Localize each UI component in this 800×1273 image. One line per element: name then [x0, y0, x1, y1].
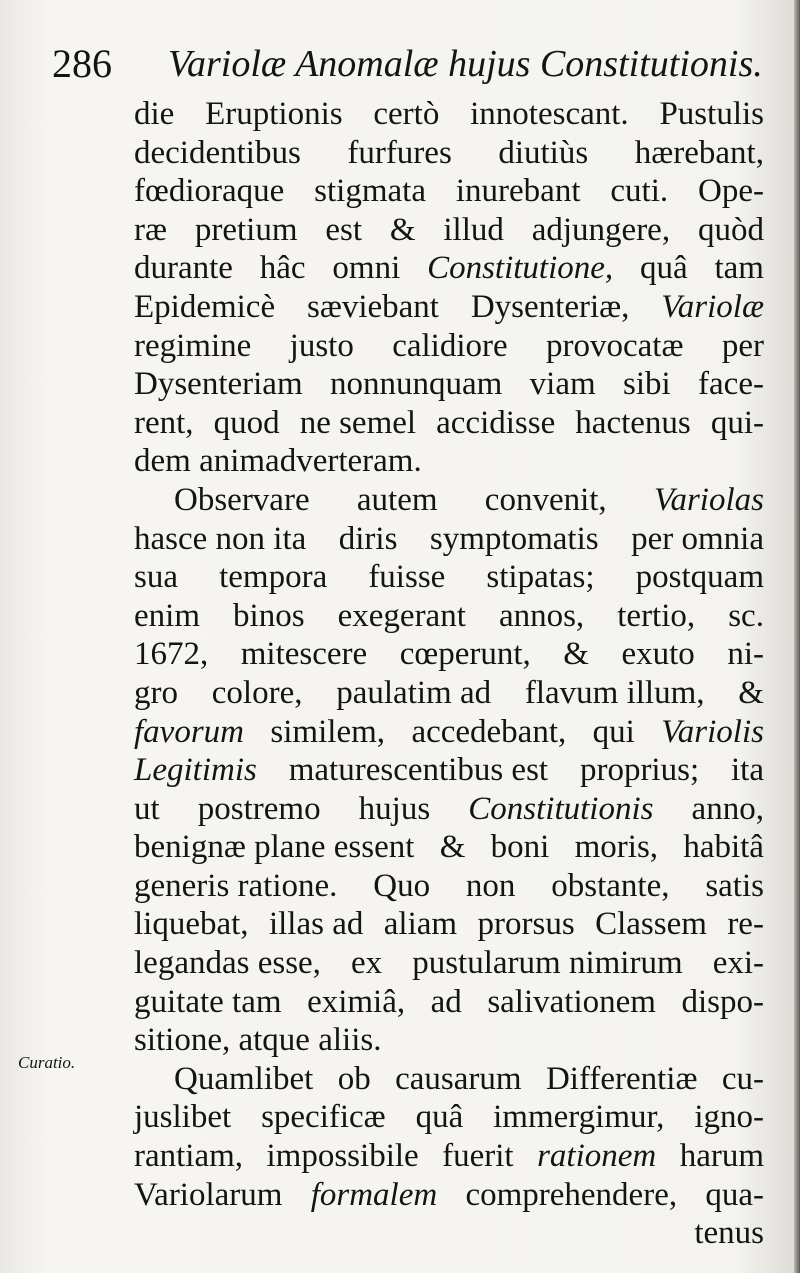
word: diris	[338, 520, 398, 557]
word: est	[325, 211, 363, 248]
word: omni	[332, 250, 401, 287]
word: postremo	[197, 790, 321, 827]
word: Classem	[595, 906, 707, 943]
word: hujus	[358, 790, 431, 827]
word: viam	[529, 366, 596, 403]
word: ni-	[727, 636, 764, 673]
word: Eruptionis	[205, 96, 343, 132]
word: regimine	[134, 327, 252, 364]
word: postquam	[635, 559, 764, 596]
word: exuto	[621, 636, 695, 673]
word: durante	[134, 250, 233, 287]
word: rantiam,	[134, 1138, 244, 1175]
text-line	[134, 1176, 764, 1215]
word: ut	[134, 790, 160, 827]
word: mitescere	[240, 636, 368, 673]
word: immergimur,	[493, 1099, 665, 1136]
running-head	[52, 38, 763, 90]
word: boni	[490, 829, 550, 866]
word: stipatas;	[486, 559, 595, 596]
text-line	[134, 1137, 764, 1176]
italic-word: formalem	[310, 1176, 438, 1213]
word: gro	[134, 674, 178, 711]
word: fuerit	[442, 1138, 514, 1175]
word: Pustulis	[659, 96, 764, 132]
text-line	[134, 288, 764, 327]
italic-word: Variolas	[653, 481, 764, 518]
word: Dysenteriæ,	[470, 288, 630, 325]
word: inurebant	[455, 173, 581, 210]
word: specificæ	[261, 1099, 386, 1136]
word: &	[563, 636, 589, 673]
word: anno,	[691, 790, 764, 827]
word: exegerant	[337, 597, 466, 634]
word: hærebant,	[634, 134, 764, 171]
text-line	[134, 172, 764, 211]
word: satis	[705, 867, 764, 904]
word: rent,	[134, 404, 194, 441]
word: provocatæ	[546, 327, 684, 364]
word: tam	[714, 250, 764, 287]
text-line	[134, 867, 764, 906]
word: diutiùs	[498, 134, 589, 171]
word: accidisse	[436, 404, 556, 441]
word: re-	[727, 906, 764, 943]
text-line	[134, 134, 764, 173]
word: harum	[679, 1138, 764, 1175]
word: colore,	[211, 674, 303, 711]
word: nonnunquam	[329, 366, 503, 403]
word: Observare	[174, 481, 310, 518]
word: juslibet	[134, 1099, 232, 1136]
word: illas ad	[268, 906, 364, 943]
word: Quamlibet	[174, 1060, 314, 1097]
word: pretium	[194, 211, 298, 248]
word: similem,	[270, 713, 386, 750]
word: ita	[731, 752, 764, 789]
word: furfures	[347, 134, 452, 171]
word: enim	[134, 597, 200, 634]
word: &	[389, 211, 416, 248]
word: comprehendere,	[465, 1176, 678, 1213]
word: convenit,	[484, 481, 607, 518]
word: ex	[351, 945, 383, 982]
word: paulatim ad	[336, 674, 492, 711]
word: benignæ plane essent	[134, 829, 415, 866]
text-line	[134, 404, 764, 443]
word: impossibile	[266, 1138, 419, 1175]
word: Ope-	[698, 173, 764, 210]
text-line	[134, 1021, 764, 1060]
word: habitâ	[683, 829, 764, 866]
word: qui-	[710, 404, 764, 441]
page-number: 286	[52, 41, 112, 86]
page-edge-shadow	[794, 0, 800, 1273]
word: prorsus	[477, 906, 575, 943]
word: exi-	[712, 945, 764, 982]
word: autem	[356, 481, 438, 518]
text-line	[134, 635, 764, 674]
text-line	[134, 1098, 764, 1137]
word: ad	[430, 983, 462, 1020]
word: annos,	[498, 597, 585, 634]
word: pustularum nimirum	[412, 945, 683, 982]
word: guitate tam	[134, 983, 282, 1020]
word: qua-	[705, 1176, 764, 1213]
word: ne semel	[299, 404, 417, 441]
word: Quo	[373, 867, 431, 904]
word: ræ	[134, 211, 167, 248]
italic-word: favorum	[134, 713, 244, 750]
text-line	[134, 249, 764, 288]
word: quâ	[640, 250, 688, 287]
text-line	[134, 327, 764, 366]
word: moris,	[574, 829, 659, 866]
text-line	[134, 365, 764, 404]
word: hâc	[259, 250, 306, 287]
word: sæviebant	[306, 288, 439, 325]
word: hactenus	[575, 404, 691, 441]
text-line	[134, 1060, 764, 1099]
word: tertio,	[617, 597, 696, 634]
word: cuti.	[610, 173, 669, 210]
text-line	[134, 790, 764, 829]
text-line	[134, 520, 764, 559]
word: igno-	[694, 1099, 764, 1136]
word: justo	[289, 327, 354, 364]
word: Variolarum	[134, 1176, 283, 1213]
text-line	[134, 713, 764, 752]
word: binos	[233, 597, 305, 634]
word: Dysenteriam	[134, 366, 303, 403]
word: dem animadverteram.	[134, 443, 422, 480]
word: sua	[134, 559, 178, 596]
word: quâ	[415, 1099, 464, 1136]
word: die	[134, 96, 175, 132]
word: obstante,	[551, 867, 670, 904]
word: decidentibus	[134, 134, 301, 171]
word: cœperunt,	[399, 636, 531, 673]
word: stigmata	[314, 173, 426, 210]
italic-word: Legitimis	[134, 752, 257, 789]
text-line	[134, 481, 764, 520]
text-line	[134, 558, 764, 597]
word: sibi	[623, 366, 671, 403]
word: Differentiæ	[545, 1060, 698, 1097]
word: tenus	[694, 1215, 764, 1252]
word: ob	[337, 1060, 371, 1097]
word: quod	[213, 404, 280, 441]
word: flavum illum,	[524, 674, 705, 711]
word: &	[738, 674, 764, 711]
word: per omnia	[631, 520, 764, 557]
word: innotescant.	[470, 96, 629, 132]
word: per	[721, 327, 764, 364]
text-line	[134, 211, 764, 250]
italic-word: Variolæ	[661, 288, 764, 325]
word: maturescentibus est	[288, 752, 549, 789]
word: qui	[592, 713, 635, 750]
word: non	[465, 867, 516, 904]
word: fuisse	[368, 559, 446, 596]
word: fœdioraque	[134, 173, 285, 210]
word: certò	[373, 96, 440, 132]
word: symptomatis	[429, 520, 599, 557]
word: hasce non ita	[134, 520, 307, 557]
word: quòd	[697, 211, 764, 248]
italic-word: Constitutione,	[427, 250, 614, 287]
word: proprius;	[579, 752, 700, 789]
word: 1672,	[134, 636, 209, 673]
word: tempora	[219, 559, 328, 596]
text-line	[134, 751, 764, 790]
word: adjungere,	[531, 211, 671, 248]
word: illud	[443, 211, 504, 248]
word: face-	[698, 366, 764, 403]
italic-word: Variolis	[661, 713, 764, 750]
text-line	[134, 905, 764, 944]
text-line	[134, 828, 764, 867]
running-head-title: Variolæ Anomalæ hujus Constitutionis.	[168, 43, 763, 85]
word: legandas esse,	[134, 945, 321, 982]
italic-word: Constitutionis	[468, 790, 654, 827]
word: aliam	[383, 906, 458, 943]
word: accedebant,	[411, 713, 567, 750]
word: dispo-	[681, 983, 764, 1020]
word: liquebat,	[134, 906, 249, 943]
text-line	[134, 95, 764, 134]
text-line	[134, 983, 764, 1022]
word: salivationem	[487, 983, 656, 1020]
text-line	[134, 1214, 764, 1253]
text-line	[134, 442, 764, 481]
italic-word: rationem	[537, 1138, 657, 1175]
word: eximiâ,	[307, 983, 406, 1020]
word: Epidemicè	[134, 288, 276, 325]
word: calidiore	[392, 327, 508, 364]
word: sitione, atque aliis.	[134, 1022, 382, 1059]
text-line	[134, 674, 764, 713]
word: cu-	[721, 1060, 764, 1097]
word: sc.	[728, 597, 764, 634]
body-text	[134, 95, 764, 1253]
text-line	[134, 597, 764, 636]
word: generis ratione.	[134, 867, 338, 904]
word: &	[439, 829, 466, 866]
margin-note: Curatio.	[18, 1053, 76, 1072]
word: causarum	[395, 1060, 522, 1097]
text-line	[134, 944, 764, 983]
